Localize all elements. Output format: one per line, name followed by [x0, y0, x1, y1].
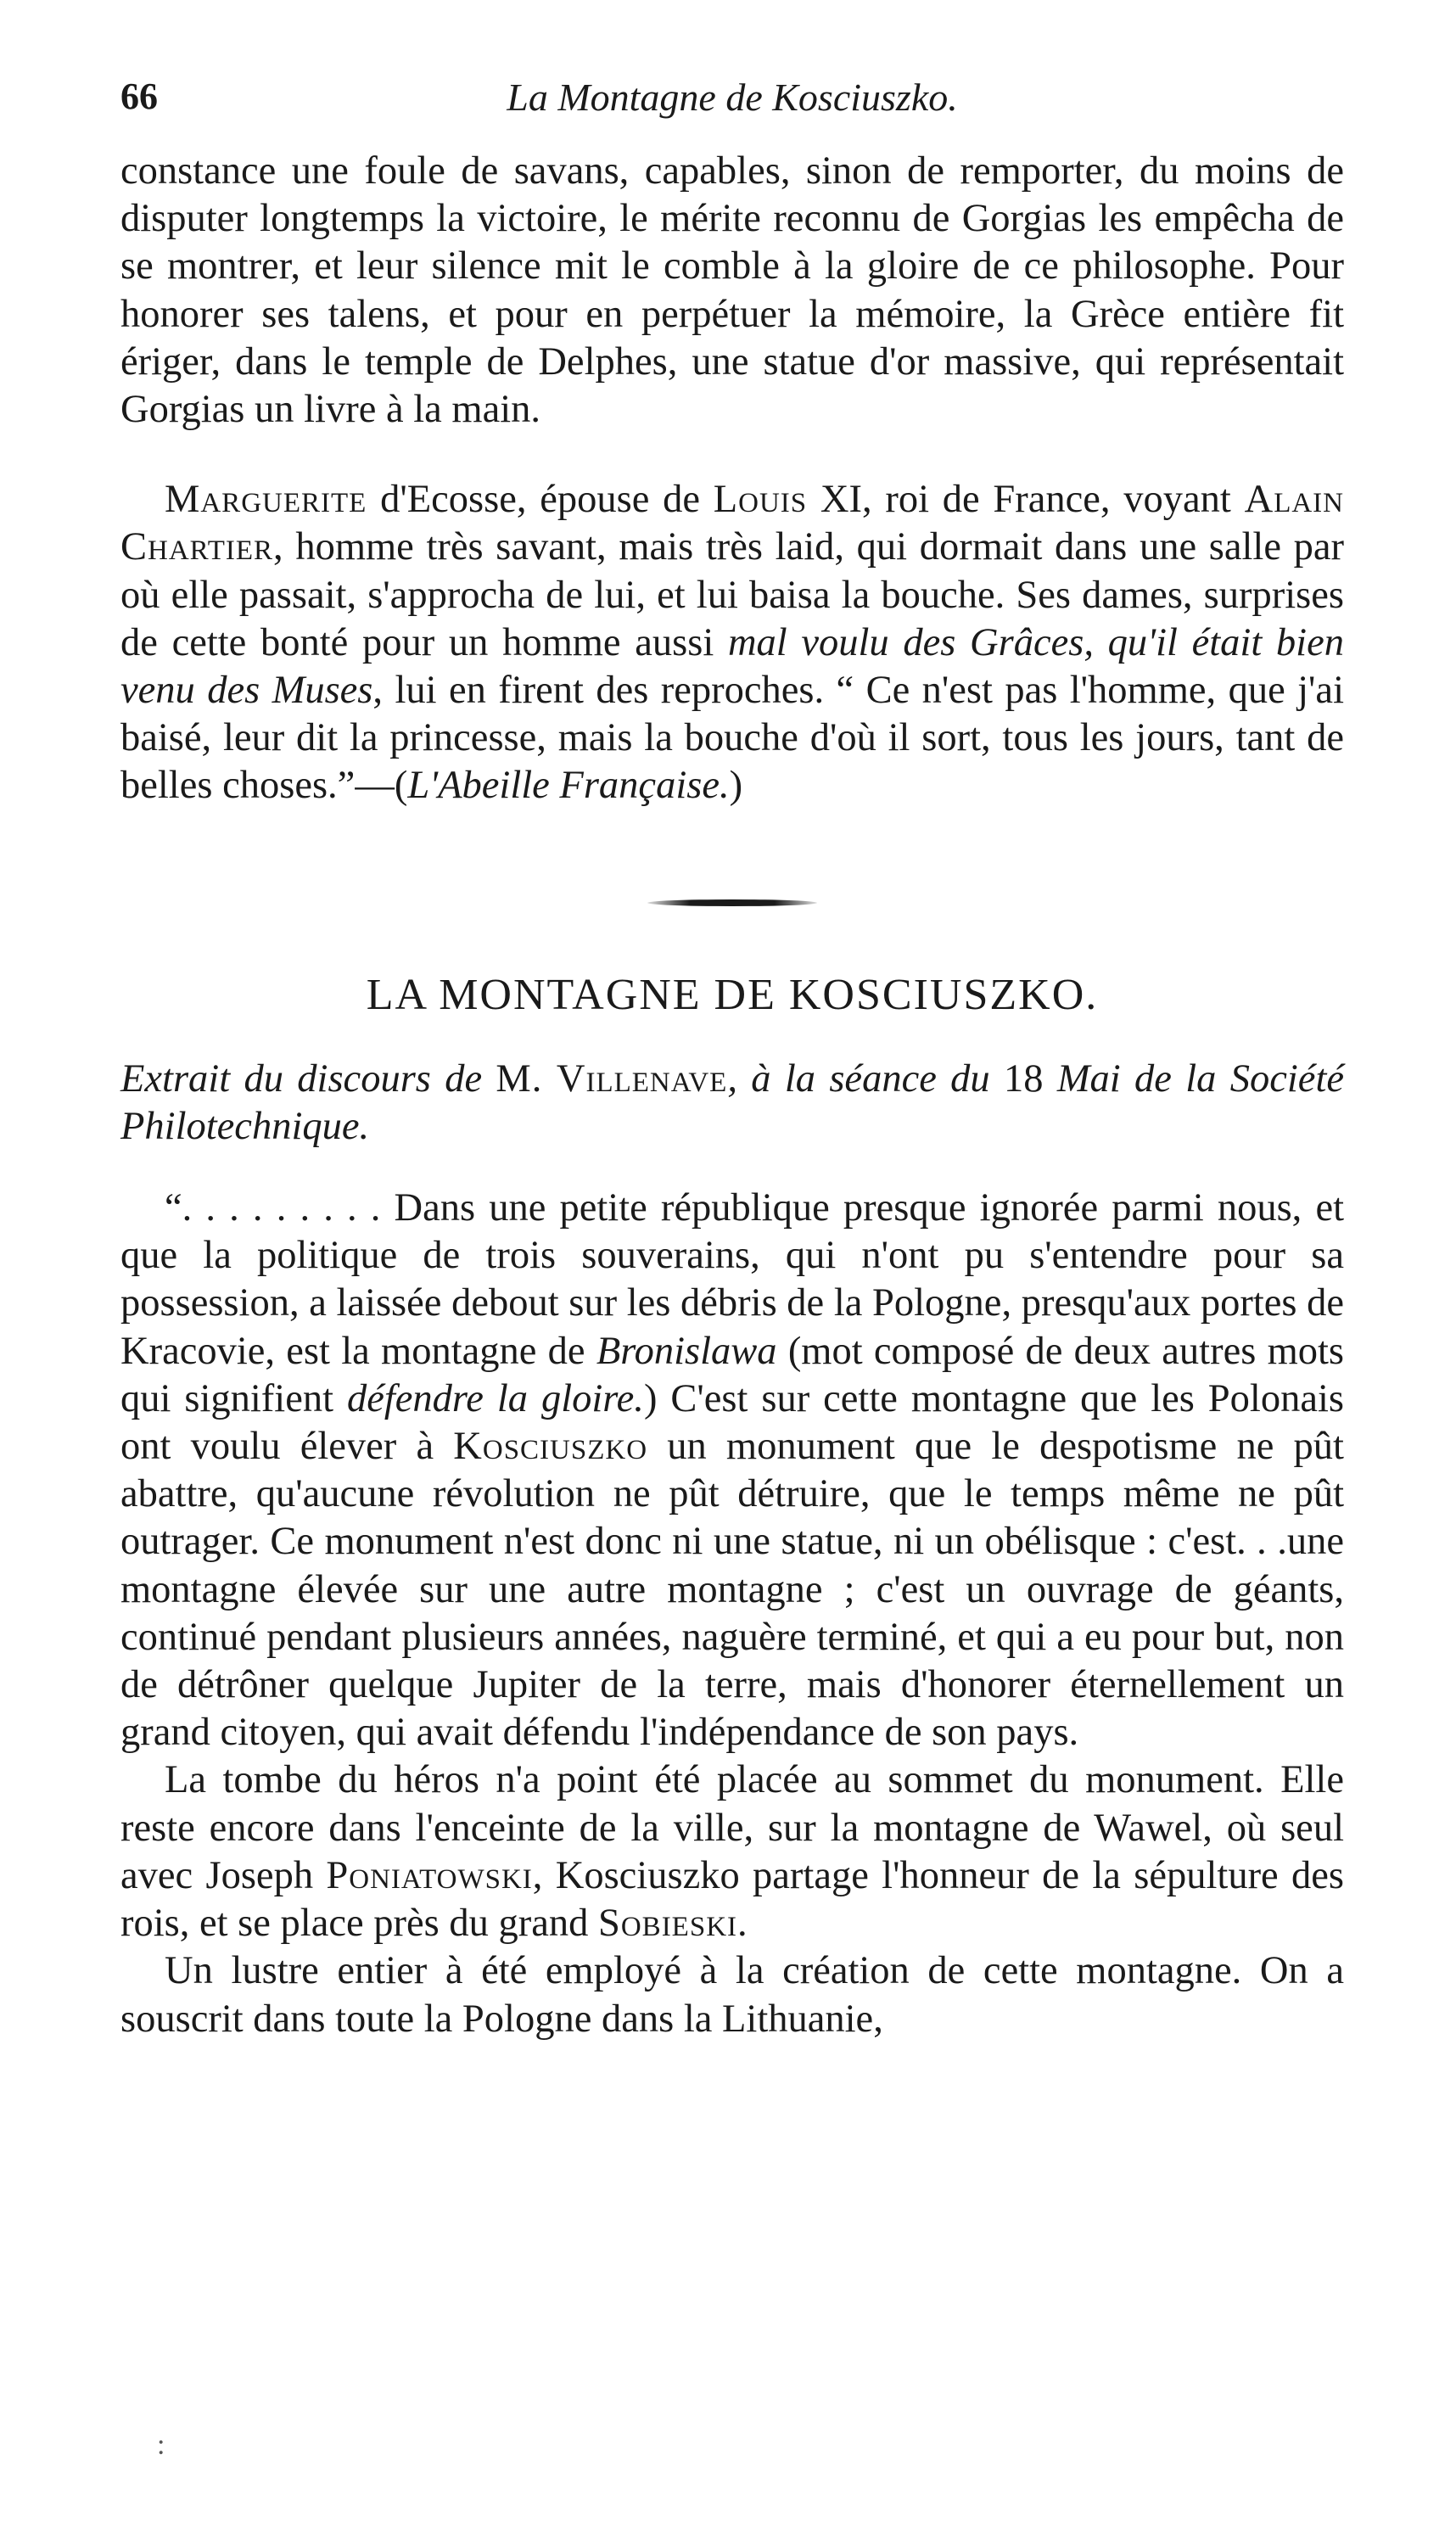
person-name: Marguerite [165, 478, 367, 522]
bottom-mark: : [157, 2429, 165, 2461]
paragraph-tombe [120, 1756, 1344, 1947]
italic-quote: mal voulu des Grâces, qu'il était bien venu des Muses [120, 620, 1344, 713]
text-run: Extrait du discours de [120, 1056, 496, 1101]
text-run: , à la séance du [727, 1056, 1004, 1101]
italic-term: Bronislawa [596, 1329, 777, 1373]
text-run: , lui en firent des reproches. “ Ce n'est pas l'homme, que j'ai baisé, leur dit la princesse, mais la bouche d'où il sort, tous les jours, tant de belles choses.”—( [120, 669, 1344, 808]
text-run: ) C'est sur cette montagne que les Polonais ont voulu élever à [120, 1376, 1344, 1469]
person-name: Poniatowski [326, 1853, 533, 1897]
source-citation: L'Abeille Française. [407, 764, 730, 808]
person-name: Louis [713, 478, 808, 522]
text-run: un monument que le despotisme ne pût abattre, qu'aucune révolution ne pût détruire, que le temps même ne pût outrager. Ce monument n'est donc ni une statue, ni un obélisque : c'est. . .une montagne élevée sur une autre montagne ; c'est un ouvrage de géants, continué pendant plusieurs années, naguère terminé, et qui a eu pour but, non de détrôner quelque Jupiter de la terre, mais d'honorer éternellement un grand citoyen, qui avait défendu l'indépendance de son pays. [120, 1425, 1344, 1755]
person-name: Sobieski [597, 1902, 738, 1946]
text-run: , Kosciuszko partage l'honneur de la sépulture des rois, et se place près du grand [120, 1853, 1344, 1946]
running-title: La Montagne de Kosciuszko. [507, 76, 958, 119]
paragraph-montagne [120, 1185, 1344, 1756]
page-header [120, 68, 1344, 127]
text-run: , homme très savant, mais très laid, qui dormait dans une salle par où elle passait, s'approcha de lui, et lui baisa la bouche. Ses dames, surprises de cette bonté pour un homme aussi [120, 525, 1344, 664]
text-run: . [737, 1902, 748, 1946]
paragraph-lustre: Un lustre entier à été employé à la création de cette montagne. On a souscrit dans toute la Pologne dans la Lithuanie, [120, 1949, 1344, 2041]
text-run: La tombe du héros n'a point été placée au sommet du monument. Elle reste encore dans l'enceinte de la ville, sur la montagne de Wawel, où seul avec Joseph [120, 1758, 1344, 1897]
speaker-name: M. Villenave [496, 1056, 728, 1101]
text-run: ) [729, 764, 743, 808]
text-run: “. . . . . . . . . Dans une petite république presque ignorée parmi nous, et que la politique de trois souverains, qui n'ont pu s'entendre pour sa possession, a laissée debout sur les débris de la Pologne, presqu'aux portes de Kracovie, est la montagne de [120, 1186, 1344, 1373]
paragraph-marguerite [120, 476, 1344, 810]
paragraph-gorgias: constance une foule de savans, capables, sinon de remporter, du moins de disputer longtemps la victoire, le mérite reconnu de Gorgias les empêcha de se montrer, et leur silence mit le comble à la gloire de ce philosophe. Pour honorer ses talens, et pour en perpétuer la mémoire, la Grèce entière fit ériger, dans le temple de Delphes, une statue d'or massive, qui représentait Gorgias un livre à la main. [120, 149, 1344, 432]
italic-term: défendre la gloire. [346, 1376, 644, 1420]
extract-subtitle [120, 1056, 1344, 1151]
section-title: LA MONTAGNE DE KOSCIUSZKO. [366, 970, 1099, 1019]
text-run: XI, roi de France, voyant [807, 478, 1245, 522]
text-run: Mai de la Société Philotechnique. [120, 1056, 1345, 1148]
page-number: 66 [120, 76, 158, 117]
extract-date: 18 [1004, 1056, 1044, 1101]
text-run: (mot composé de deux autres mots qui signifient [120, 1329, 1345, 1420]
person-name: Alain Chartier [120, 478, 1345, 569]
text-run: d'Ecosse, épouse de [367, 478, 714, 522]
person-name: Kosciuszko [453, 1425, 648, 1469]
section-divider [647, 899, 817, 906]
